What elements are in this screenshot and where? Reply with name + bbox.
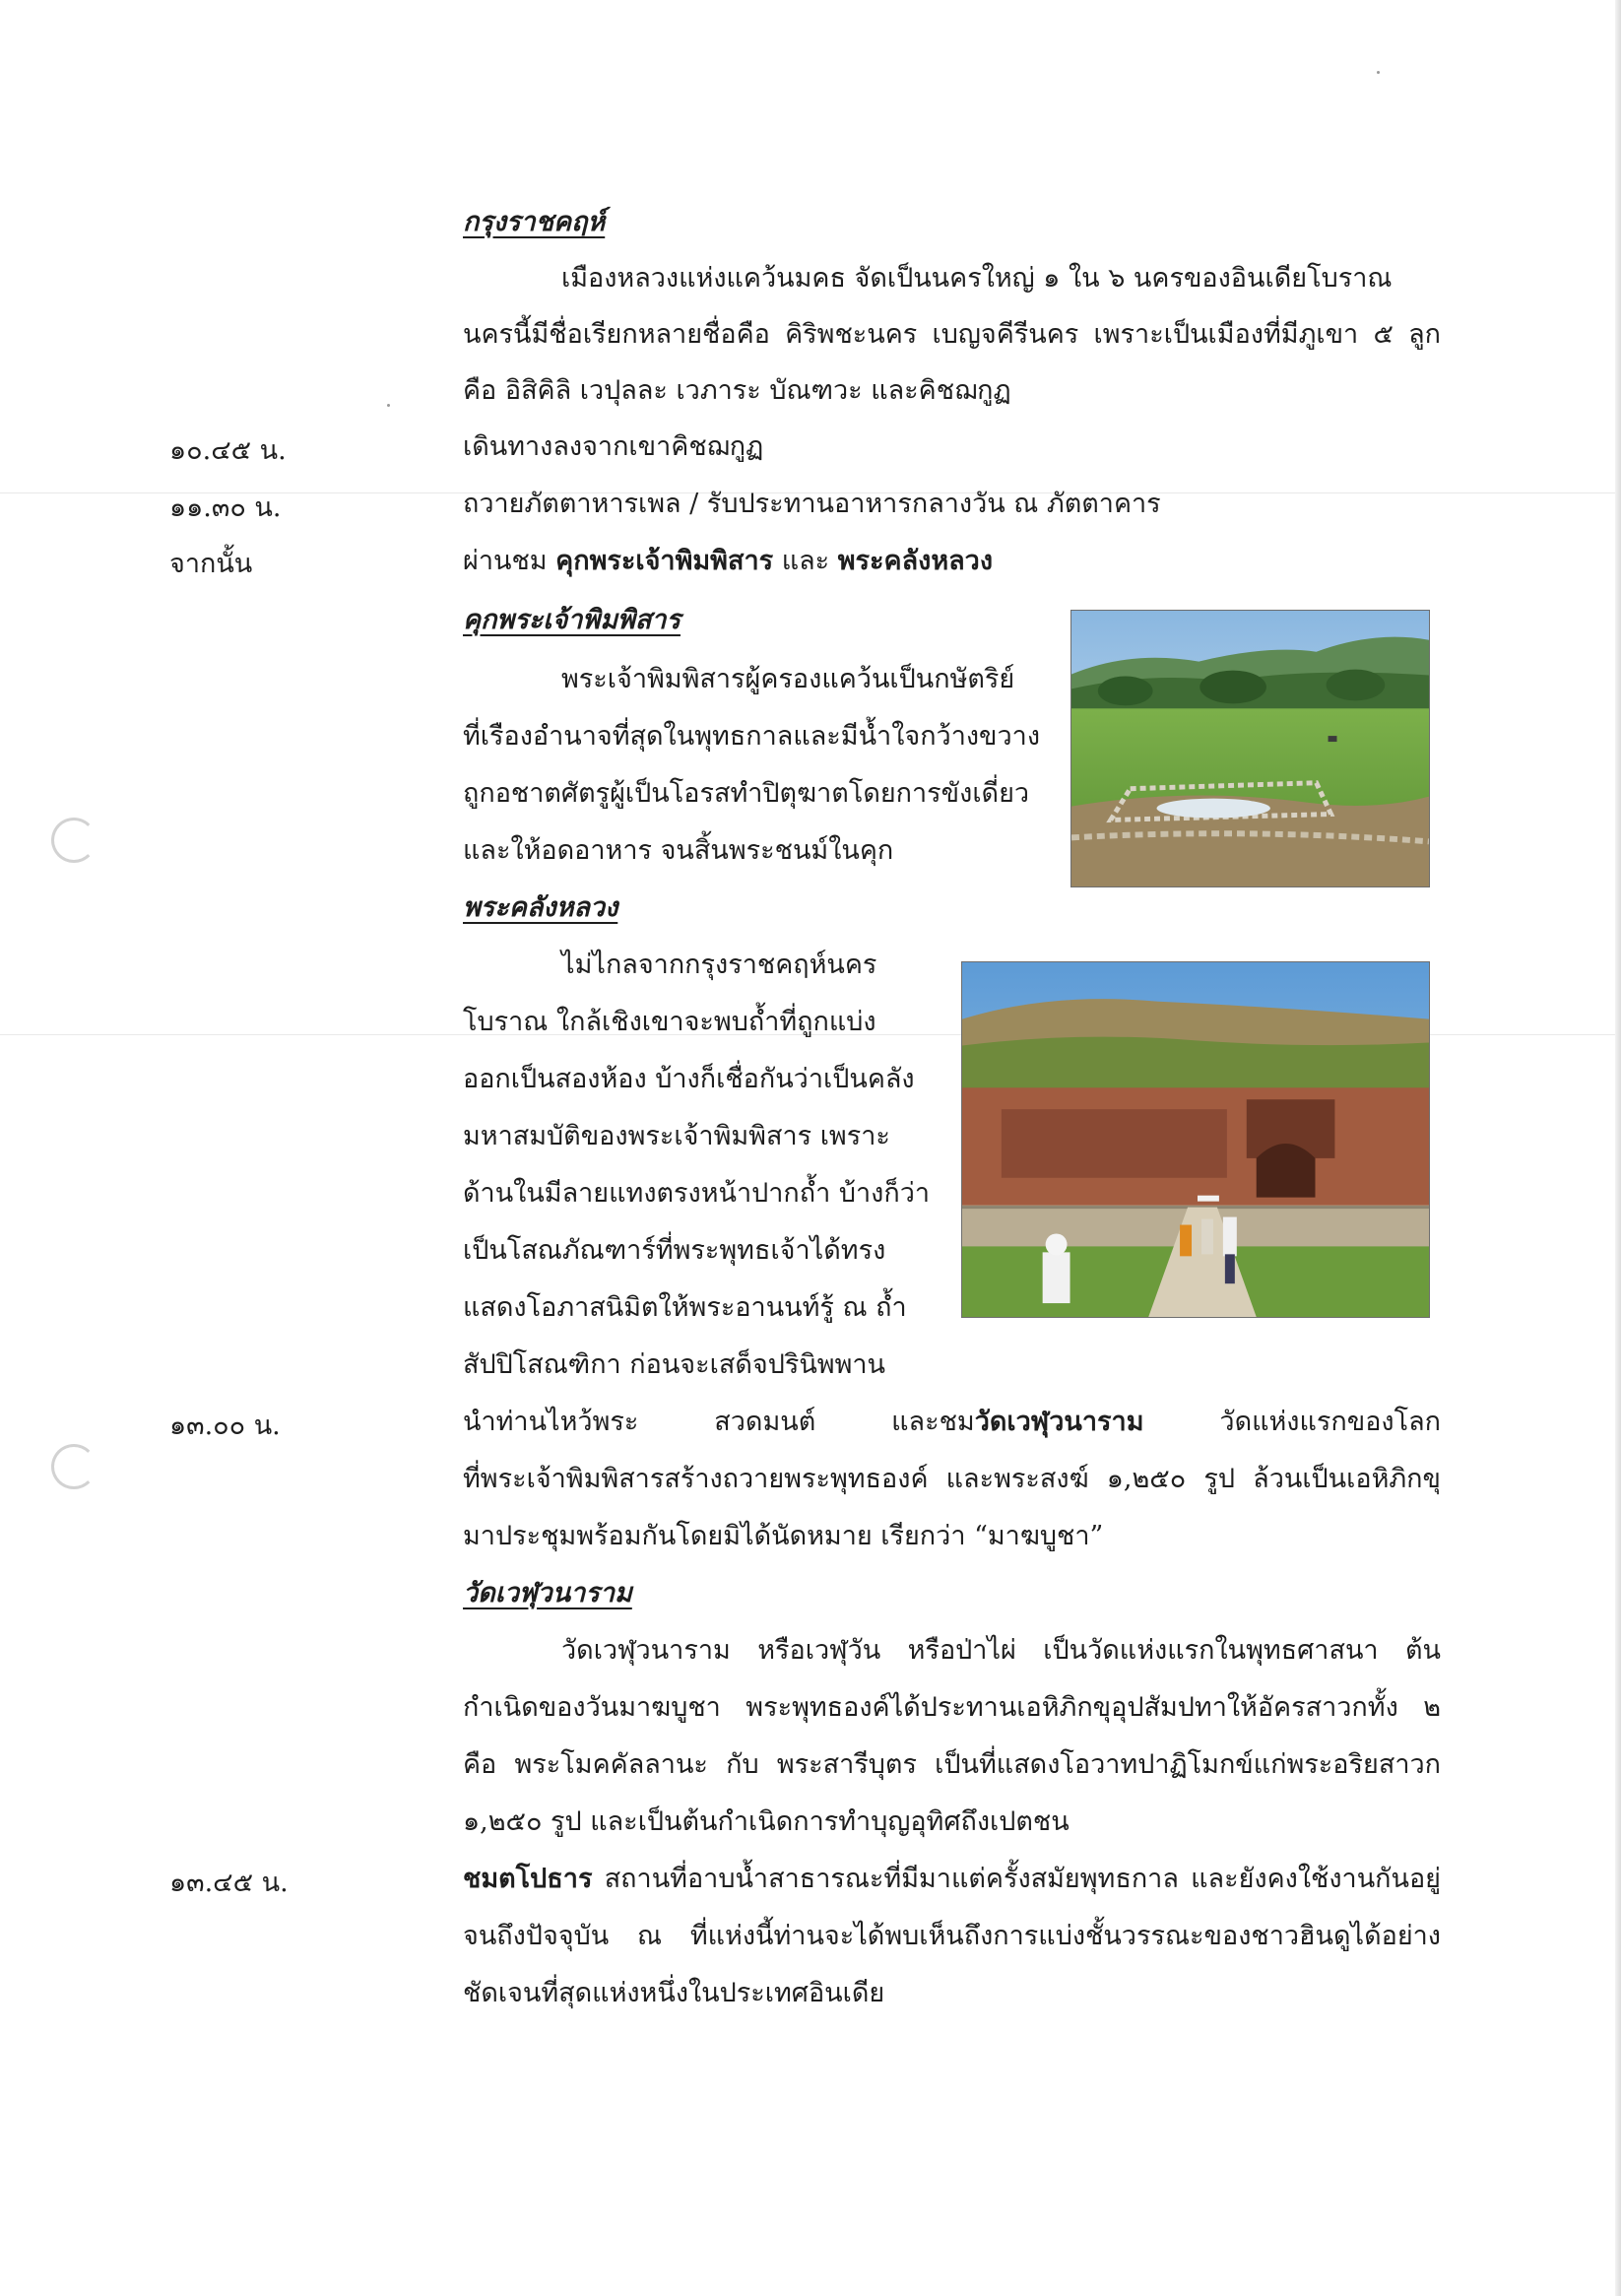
section-heading-treasury: พระคลังหลวง <box>463 892 618 923</box>
text-run: และ <box>773 546 838 576</box>
paragraph-line: ด้านในมีลายแทงตรงหน้าปากถ้ำ บ้างก็ว่า <box>463 1178 931 1209</box>
photo-bimbisara-prison <box>1070 610 1430 887</box>
paragraph-line: นครนี้มีชื่อเรียกหลายชื่อคือ คิริพชะนคร เบญจคีรีนคร เพราะเป็นเมืองที่มีภูเขา ๕ ลูก <box>463 319 1441 350</box>
paragraph-line: ออกเป็นสองห้อง บ้างก็เชื่อกันว่าเป็นคลัง <box>463 1064 915 1094</box>
paragraph-line: ชัดเจนที่สุดแห่งหนึ่งในประเทศอินเดีย <box>463 1978 885 2008</box>
section-heading-prison: คุกพระเจ้าพิมพิสาร <box>463 605 681 635</box>
paragraph-line: วัดเวฬุวนาราม หรือเวฬุวัน หรือป่าไผ่ เป็นวัดแห่งแรกในพุทธศาสนา ต้น <box>561 1635 1441 1666</box>
section-heading-veluvan: วัดเวฬุวนาราม <box>463 1578 632 1608</box>
paragraph-line: มาประชุมพร้อมกันโดยมิได้นัดหมาย เรียกว่า “มาฆบูชา” <box>463 1521 1104 1551</box>
schedule-time: ๑๓.๐๐ น. <box>169 1410 281 1441</box>
paragraph-line: พระเจ้าพิมพิสารผู้ครองแคว้นเป็นกษัตริย์ <box>561 664 1015 694</box>
paragraph-line: สัปปิโสณฑิกา ก่อนจะเสด็จปรินิพพาน <box>463 1349 886 1380</box>
paragraph-line: คือ พระโมคคัลลานะ กับ พระสารีบุตร เป็นที่แสดงโอวาทปาฏิโมกข์แก่พระอริยสาวก <box>463 1749 1441 1780</box>
paragraph-line: ที่เรืองอำนาจที่สุดในพุทธกาลและมีน้ำใจกว้างขวาง <box>463 721 1041 752</box>
paragraph-line: ไม่ไกลจากกรุงราชคฤห์นคร <box>561 950 877 980</box>
scan-speck <box>1377 71 1380 74</box>
photo-royal-treasury-cave <box>961 961 1430 1318</box>
page-edge-shadow <box>1615 0 1621 2296</box>
schedule-time: จากนั้น <box>169 549 253 579</box>
schedule-time: ๑๐.๔๕ น. <box>169 435 287 466</box>
paragraph-line: ที่พระเจ้าพิมพิสารสร้างถวายพระพุทธองค์ และพระสงฆ์ ๑,๒๕๐ รูป ล้วนเป็นเอหิภิกขุ <box>463 1464 1441 1494</box>
bold-place: พระคลังหลวง <box>837 546 994 576</box>
punch-hole <box>51 818 97 863</box>
paragraph-line: ถูกอชาตศัตรูผู้เป็นโอรสทำปิตุฆาตโดยการขังเดี่ยว <box>463 778 1030 809</box>
paragraph-line: และให้อดอาหาร จนสิ้นพระชนม์ในคุก <box>463 835 894 866</box>
text-run: นำท่านไหว้พระ สวดมนต์ และชม <box>463 1407 975 1437</box>
section-heading-rajgir: กรุงราชคฤห์ <box>463 207 606 237</box>
paragraph-line: คือ อิสิคิลิ เวปุลละ เวภาระ บัณฑวะ และคิชฌกูฏ <box>463 375 1011 406</box>
paragraph-line: มหาสมบัติของพระเจ้าพิมพิสาร เพราะ <box>463 1121 890 1151</box>
paragraph-line: แสดงโอภาสนิมิตให้พระอานนท์รู้ ณ ถ้ำ <box>463 1292 907 1323</box>
text-run: ผ่านชม <box>463 546 556 576</box>
schedule-text: เดินทางลงจากเขาคิชฌกูฏ <box>463 431 764 462</box>
schedule-text: ถวายภัตตาหารเพล / รับประทานอาหารกลางวัน ณ ภัตตาคาร <box>463 489 1161 519</box>
paragraph-line: เมืองหลวงแห่งแคว้นมคธ จัดเป็นนครใหญ่ ๑ ใน ๖ นครของอินเดียโบราณ <box>561 263 1393 294</box>
paragraph-line: กำเนิดของวันมาฆบูชา พระพุทธองค์ได้ประทานเอหิภิกขุอุปสัมปทาให้อัครสาวกทั้ง ๒ <box>463 1692 1441 1723</box>
paragraph-line: เป็นโสณภัณฑาร์ที่พระพุทธเจ้าได้ทรง <box>463 1235 886 1266</box>
scan-speck <box>387 404 390 407</box>
schedule-text <box>463 1850 1441 1909</box>
bold-place: คุกพระเจ้าพิมพิสาร <box>555 546 774 576</box>
paragraph-line: โบราณ ใกล้เชิงเขาจะพบถ้ำที่ถูกแบ่ง <box>463 1007 876 1037</box>
bold-place: ชมตโปธาร <box>463 1864 593 1894</box>
schedule-text <box>463 1393 1441 1452</box>
punch-hole <box>51 1444 97 1489</box>
text-run: สถานที่อาบน้ำสาธารณะที่มีมาแต่ครั้งสมัยพุทธกาล และยังคงใช้งานกันอยู่ <box>592 1864 1441 1894</box>
bold-place: วัดเวฬุวนาราม <box>974 1407 1144 1437</box>
text-run: วัดแห่งแรกของโลก <box>1143 1407 1441 1437</box>
paragraph-line: จนถึงปัจจุบัน ณ ที่แห่งนี้ท่านจะได้พบเห็นถึงการแบ่งชั้นวรรณะของชาวฮินดูได้อย่าง <box>463 1921 1441 1951</box>
schedule-time: ๑๑.๓๐ น. <box>169 492 282 523</box>
schedule-time: ๑๓.๔๕ น. <box>169 1868 289 1898</box>
schedule-text <box>463 532 993 591</box>
paragraph-line: ๑,๒๕๐ รูป และเป็นต้นกำเนิดการทำบุญอุทิศถึงเปตชน <box>463 1806 1070 1837</box>
